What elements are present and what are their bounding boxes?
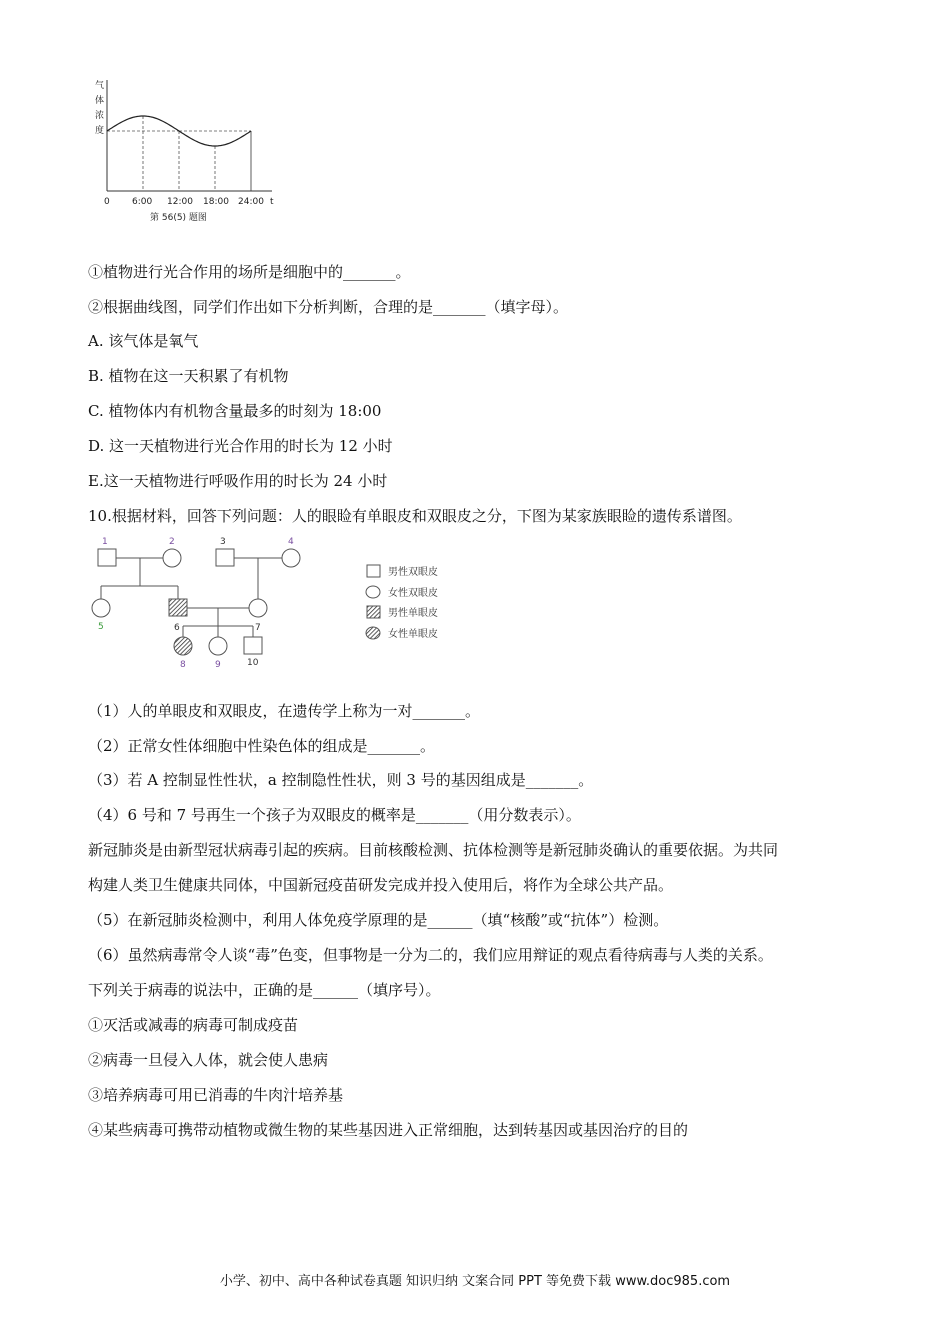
question-line: ①植物进行光合作用的场所是细胞中的_______。 [88,263,411,281]
chart-x-tick: t [270,197,274,207]
chart-x-tick: 0 [104,197,110,207]
question-line: （2）正常女性体细胞中性染色体的组成是_______。 [88,737,436,755]
question-line: 下列关于病毒的说法中，正确的是______（填序号）。 [88,981,441,999]
pedigree-number: 2 [169,537,175,547]
pedigree-female-4 [282,549,300,567]
legend-male-single-icon [367,606,380,618]
pedigree-male-6 [169,599,187,616]
pedigree-number: 1 [102,537,108,547]
chart-ylabel-char: 度 [95,126,105,136]
legend-label: 男性双眼皮 [388,567,438,578]
pedigree-number: 7 [255,623,261,633]
legend-label: 女性单眼皮 [388,629,438,640]
option-line: D. 这一天植物进行光合作用的时长为 12 小时 [88,437,393,455]
pedigree-number: 8 [180,660,186,670]
chart-ylabel-char: 体 [95,96,105,106]
chart-caption: 第 56(5) 题图 [150,213,207,223]
question-line: （1）人的单眼皮和双眼皮，在遗传学上称为一对_______。 [88,702,481,720]
pedigree-diagram [88,534,468,670]
pedigree-number: 3 [220,537,226,547]
pedigree-male-3 [216,549,234,566]
chart-x-tick: 18:00 [203,197,229,207]
chart-x-tick: 24:00 [238,197,264,207]
pedigree-number: 10 [247,658,259,668]
question-line: （3）若 A 控制显性性状，a 控制隐性性状，则 3 号的基因组成是_______。 [88,771,594,789]
question-line: （5）在新冠肺炎检测中，利用人体免疫学原理的是______（填“核酸”或“抗体”）检测。 [88,911,669,929]
pedigree-male-1 [98,549,116,566]
paragraph-line: 构建人类卫生健康共同体，中国新冠疫苗研发完成并投入使用后，将作为全球公共产品。 [88,876,674,894]
legend-male-double-icon [367,565,380,577]
statement-line: ④某些病毒可携带动植物或微生物的某些基因进入正常细胞，达到转基因或基因治疗的目的 [88,1121,689,1139]
question-line: ②根据曲线图，同学们作出如下分析判断，合理的是_______（填字母）。 [88,298,569,316]
pedigree-number: 4 [288,537,294,547]
option-line: A. 该气体是氧气 [88,332,199,350]
gas-concentration-chart [84,76,294,226]
pedigree-female-5 [92,599,110,617]
statement-line: ②病毒一旦侵入人体，就会使人患病 [88,1051,329,1069]
chart-ylabel-char: 气 [95,81,105,91]
page-footer: 小学、初中、高中各种试卷真题 知识归纳 文案合同 PPT 等免费下载 www.doc985.com [219,1274,731,1289]
option-line: C. 植物体内有机物含量最多的时刻为 18:00 [88,402,382,420]
pedigree-female-7 [249,599,267,617]
chart-x-tick: 12:00 [167,197,193,207]
question-line: （6）虽然病毒常令人谈“毒”色变，但事物是一分为二的，我们应用辩证的观点看待病毒与人类的关系。 [88,946,773,964]
legend-female-double-icon [366,586,380,598]
statement-line: ③培养病毒可用已消毒的牛肉汁培养基 [88,1086,344,1104]
pedigree-number: 9 [215,660,221,670]
pedigree-female-8 [174,637,192,655]
legend-label: 男性单眼皮 [388,608,438,619]
legend-female-single-icon [366,627,380,639]
pedigree-number: 5 [98,622,104,632]
question-line: （4）6 号和 7 号再生一个孩子为双眼皮的概率是_______（用分数表示）。 [88,806,581,824]
option-line: B. 植物在这一天积累了有机物 [88,367,289,385]
option-line: E.这一天植物进行呼吸作用的时长为 24 小时 [88,472,388,490]
chart-x-tick: 6:00 [132,197,153,207]
chart-ylabel-char: 浓 [95,111,105,121]
legend-label: 女性双眼皮 [388,588,438,599]
pedigree-female-2 [163,549,181,567]
question-heading: 10.根据材料，回答下列问题：人的眼睑有单眼皮和双眼皮之分，下图为某家族眼睑的遗传系谱图。 [88,507,742,525]
statement-line: ①灭活或减毒的病毒可制成疫苗 [88,1016,299,1034]
pedigree-number: 6 [174,623,180,633]
pedigree-female-9 [209,637,227,655]
paragraph-line: 新冠肺炎是由新型冠状病毒引起的疾病。目前核酸检测、抗体检测等是新冠肺炎确认的重要依据。为共同 [88,841,779,859]
pedigree-male-10 [244,637,262,654]
